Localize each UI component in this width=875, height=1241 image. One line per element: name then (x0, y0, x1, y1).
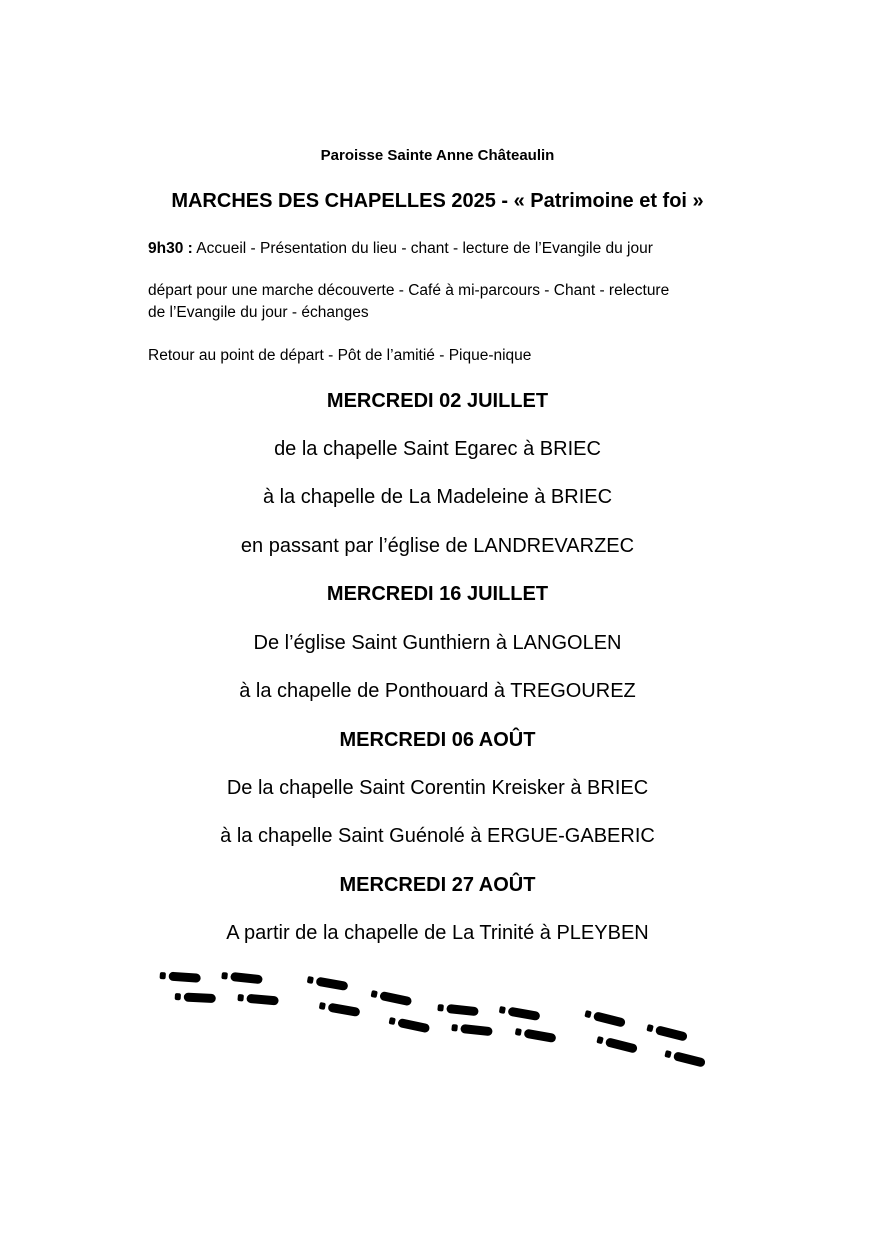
walk-1-route-start: de la chapelle Saint Egarec à BRIEC (274, 438, 601, 460)
program-welcome-text: Accueil - Présentation du lieu - chant - lecture de l’Evangile du jour (192, 240, 653, 257)
walk-2-route-start: De l’église Saint Gunthiern à LANGOLEN (253, 632, 622, 654)
walk-2-route-end: à la chapelle de Ponthouard à TREGOUREZ (239, 680, 636, 702)
program-walk-line-1: départ pour une marche découverte - Café à mi-parcours - Chant - relecture (148, 282, 670, 299)
footprints-group (159, 971, 706, 1068)
footprints-icon (150, 960, 720, 1075)
walk-3-route-start: De la chapelle Saint Corentin Kreisker à BRIEC (226, 777, 649, 799)
walk-date-4: MERCREDI 27 AOÛT (339, 874, 536, 896)
page-title: MARCHES DES CHAPELLES 2025 - « Patrimoine et foi » (171, 190, 704, 212)
walk-3-route-end: à la chapelle Saint Guénolé à ERGUE-GABERIC (220, 825, 655, 847)
parish-name: Paroisse Sainte Anne Châteaulin (320, 147, 555, 164)
walk-1-route-end: à la chapelle de La Madeleine à BRIEC (262, 486, 613, 508)
program-schedule-line (148, 240, 653, 258)
walk-date-1: MERCREDI 02 JUILLET (326, 390, 549, 412)
walk-date-2: MERCREDI 16 JUILLET (326, 583, 549, 605)
walk-4-route-start: A partir de la chapelle de La Trinité à PLEYBEN (226, 922, 649, 944)
walk-date-3: MERCREDI 06 AOÛT (339, 729, 536, 751)
program-return-line: Retour au point de départ - Pôt de l’amitié - Pique-nique (148, 347, 532, 364)
program-walk-line-2: de l’Evangile du jour - échanges (148, 304, 369, 321)
walk-1-route-via: en passant par l’église de LANDREVARZEC (240, 535, 635, 557)
program-time: 9h30 : (148, 240, 193, 257)
